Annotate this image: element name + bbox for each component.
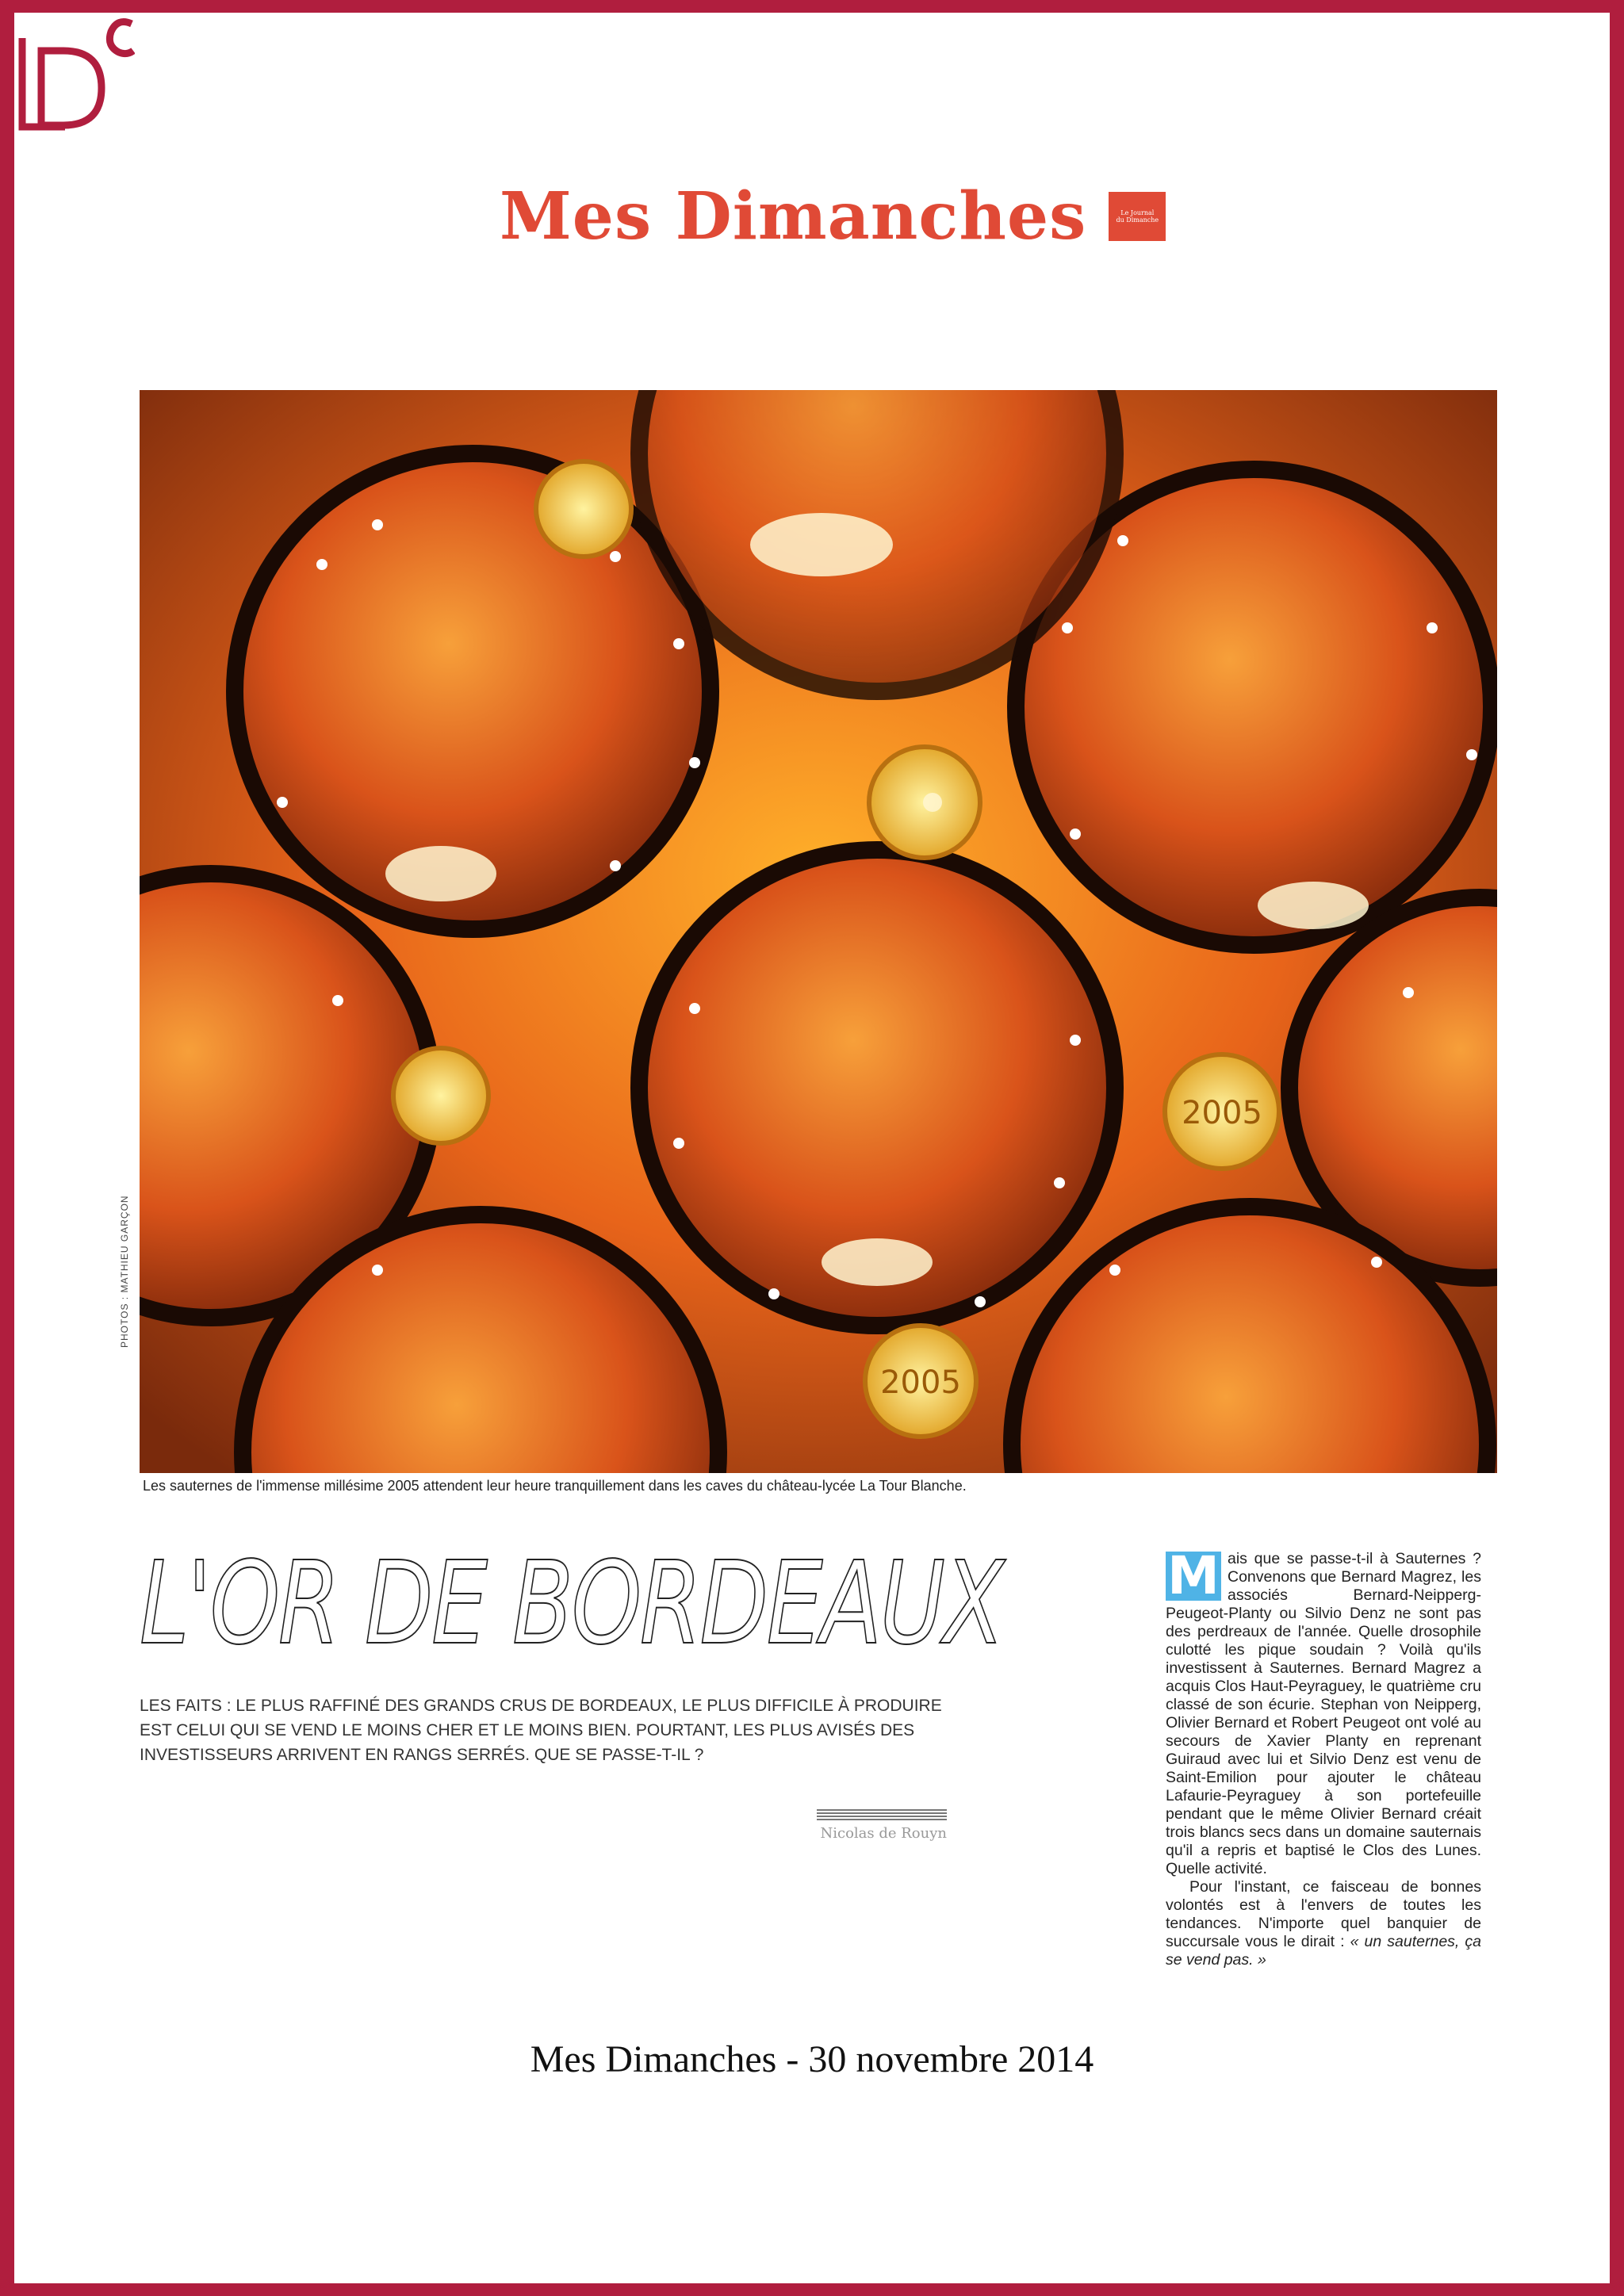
byline — [817, 1809, 947, 1842]
byline-rules — [817, 1809, 947, 1820]
issue-footer: Mes Dimanches - 30 novembre 2014 — [530, 2038, 1094, 2080]
photo-credit: PHOTOS : MATHIEU GARÇON — [119, 1195, 130, 1348]
ldc-logo — [16, 14, 135, 141]
wine-bottles-photo — [140, 390, 1497, 1473]
photo-caption: Les sauternes de l'immense millésime 2005 attendent leur heure tranquillement dans les caves du château-lycée La Tour Blanche. — [143, 1478, 967, 1494]
masthead-title: Mes Dimanches — [500, 178, 1087, 254]
article-standfirst: LES FAITS : LE PLUS RAFFINÉ DES GRANDS CRUS DE BORDEAUX, LE PLUS DIFFICILE À PRODUIRE EST CELUI QUI SE VEND LE MOINS CHER ET LE MOINS BIEN. POURTANT, LES PLUS AVISÉS DES INVESTISSEURS ARRIVENT EN RANGS SERRÉS. QUE SE PASSE-T-IL ? — [140, 1697, 942, 1764]
drop-cap: M — [1166, 1552, 1221, 1601]
article-column — [1166, 1545, 1481, 1969]
svg-text:2005: 2005 — [1182, 1095, 1262, 1131]
svg-text:2005: 2005 — [880, 1364, 961, 1401]
article-paragraph: M ais que se passe-t-il à Sauternes ? Convenons que Bernard Magrez, les associés Bernard-Neipperg-Peugeot-Planty ou Silvio Denz ne sont pas des perdreaux de l'année. Quelle drosophile culotté les pique soudain ? Voilà qu'ils investissent à Sauternes. Bernard Magrez a acquis Clos Haut-Peyraguey, le quatrième cru classé de son écurie. Stephan von Neipperg, Olivier Bernard et Robert Peugeot ont volé au secours de Xavier Planty en reprenant Guiraud avec lui et Silvio Denz est venu de Saint-Emilion pour ajouter le château Lafaurie-Peyraguey à son portefeuille pendant que le même Olivier Bernard créait trois blancs secs dans un domaine sauternais qu'il a repris et baptisé le Clos des Lunes. Quelle activité. — [1166, 1545, 1481, 1877]
article-headline: L'OR DE BORDEAUX — [140, 1536, 1003, 1670]
masthead — [500, 178, 1166, 254]
author-name: Nicolas de Rouyn — [820, 1825, 947, 1842]
article-quote: « un sauternes, ça se vend pas. » — [1166, 1933, 1481, 1969]
journal-badge: Le Journal du Dimanche — [1109, 192, 1166, 241]
article-paragraph: Pour l'instant, ce faisceau de bonnes volontés est à l'envers de toutes les tendances. N'importe quel banquier de succursale vous le dirait : « un sauternes, ça se vend pas. » — [1166, 1878, 1481, 1969]
